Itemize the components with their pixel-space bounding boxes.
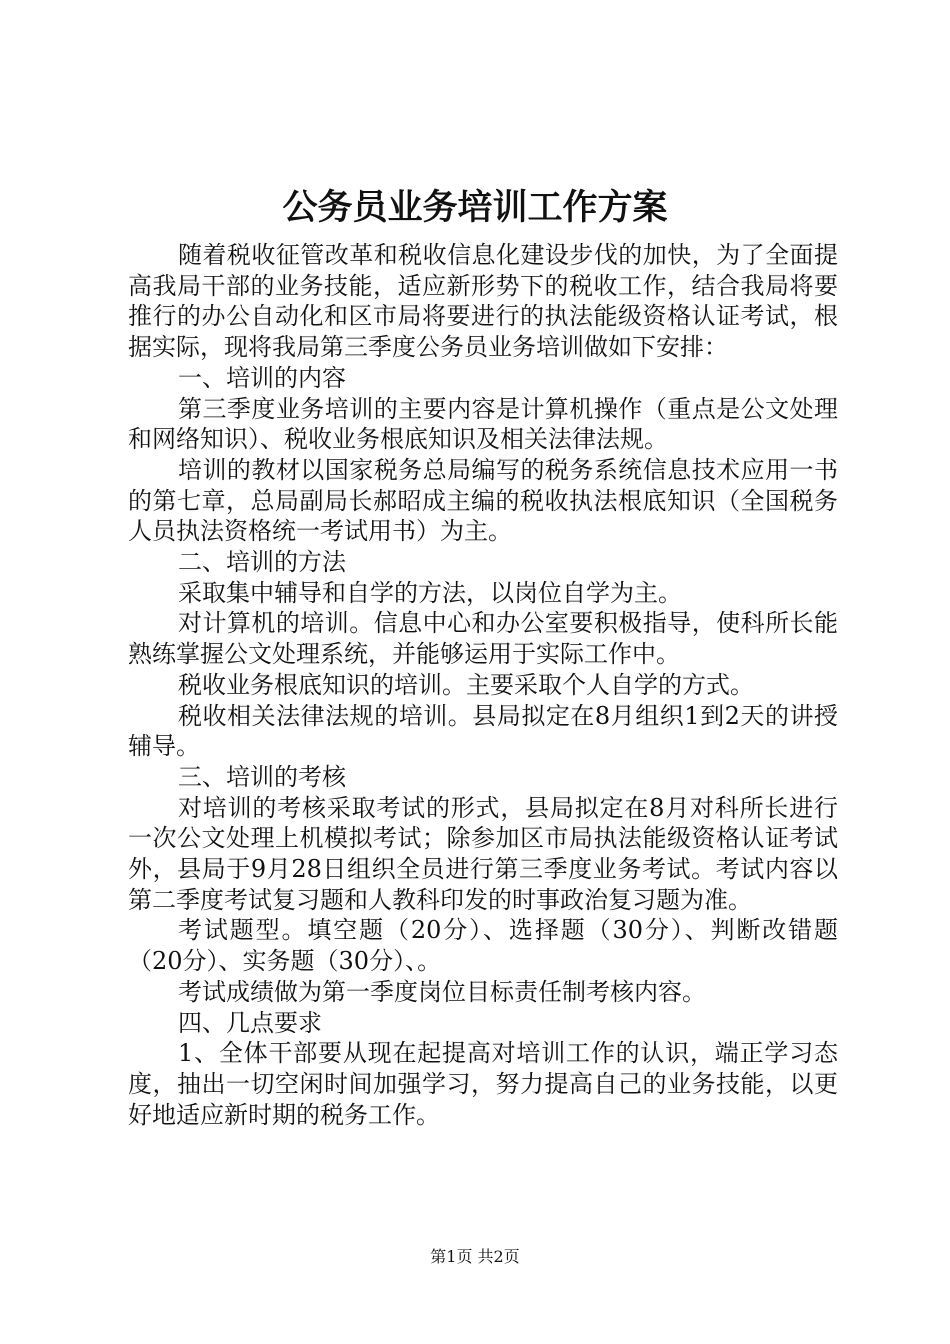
paragraph-intro: 随着税收征管改革和税收信息化建设步伐的加快，为了全面提高我局干部的业务技能，适应新形势下的税收工作，结合我局将要推行的办公自动化和区市局将要进行的执法能级资格认证考试，根据实际，现将我局第三季度公务员业务培训做如下安排：: [128, 241, 838, 362]
document-title: 公务员业务培训工作方案: [282, 187, 668, 228]
paragraph: 采取集中辅导和自学的方法，以岗位自学为主。: [178, 578, 682, 607]
paragraph: 对培训的考核采取考试的形式，县局拟定在8月对科所长进行一次公文处理上机模拟考试；除参加区市局执法能级资格认证考试外，县局于9月28日组织全员进行第三季度业务考试。考试内容以第二季度考试复习题和人教科印发的时事政治复习题为准。: [128, 793, 838, 914]
page-number: 第1页 共2页: [430, 1247, 520, 1266]
paragraph: 考试成绩做为第一季度岗位目标责任制考核内容。: [178, 977, 706, 1006]
document-body: [128, 240, 838, 1130]
section-heading-requirements: 四、几点要求: [178, 1008, 322, 1037]
section-heading-content: 一、培训的内容: [178, 363, 346, 392]
paragraph: 第三季度业务培训的主要内容是计算机操作（重点是公文处理和网络知识）、税收业务根底知识及相关法律法规。: [128, 394, 838, 454]
paragraph: 对计算机的培训。信息中心和办公室要积极指导，使科所长能熟练掌握公文处理系统，并能够运用于实际工作中。: [128, 609, 838, 669]
section-heading-assessment: 三、培训的考核: [178, 762, 346, 791]
section-heading-method: 二、培训的方法: [178, 548, 346, 577]
paragraph: 考试题型。填空题（20分）、选择题（30分）、判断改错题（20分）、实务题（30分）、。: [128, 916, 838, 976]
paragraph: 税收相关法律法规的培训。县局拟定在8月组织1到2天的讲授辅导。: [128, 701, 838, 761]
paragraph: 培训的教材以国家税务总局编写的税务系统信息技术应用一书的第七章，总局副局长郝昭成主编的税收执法根底知识（全国税务人员执法资格统一考试用书）为主。: [128, 455, 838, 546]
paragraph: 税收业务根底知识的培训。主要采取个人自学的方式。: [178, 670, 754, 699]
paragraph: 1、全体干部要从现在起提高对培训工作的认识，端正学习态度，抽出一切空闲时间加强学习，努力提高自己的业务技能，以更好地适应新时期的税务工作。: [128, 1039, 838, 1129]
